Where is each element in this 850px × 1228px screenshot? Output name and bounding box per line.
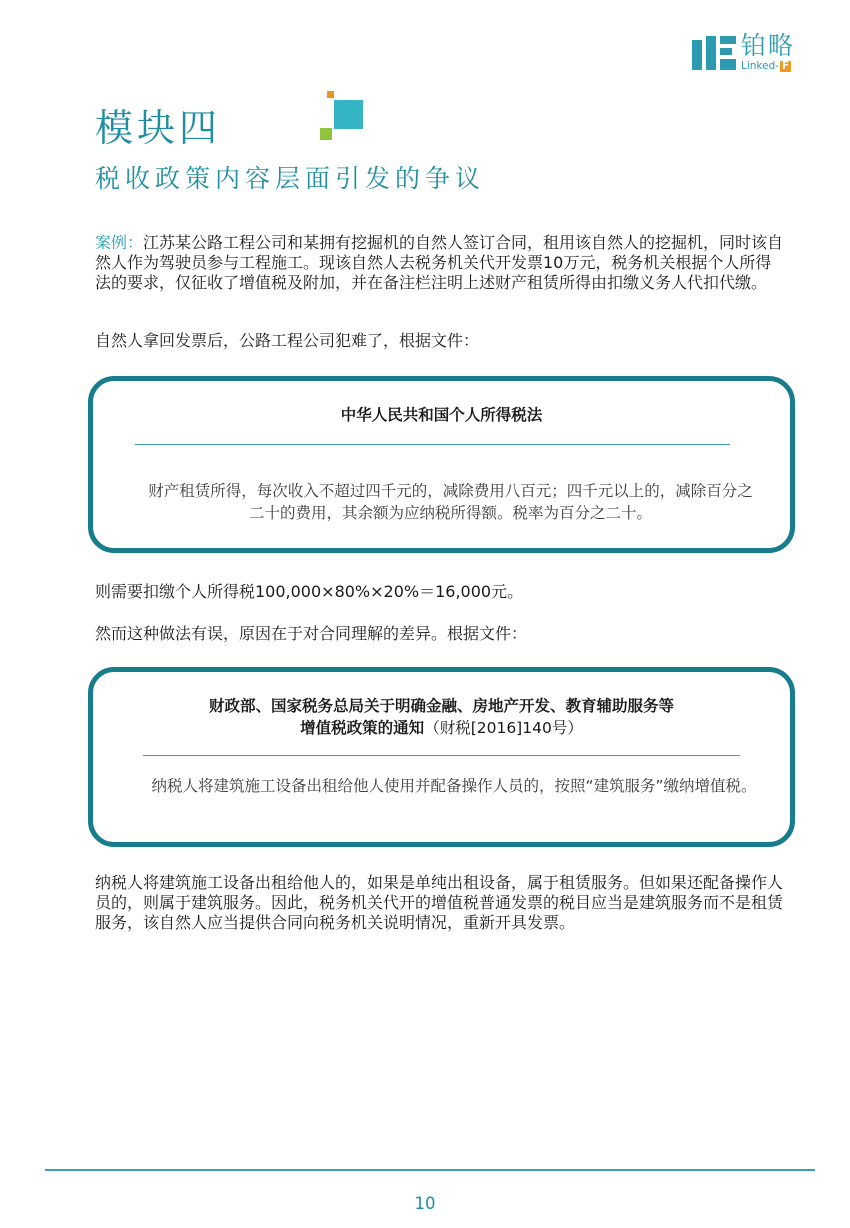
law-quote-box — [88, 376, 795, 553]
brand-name-en: Linked- F — [741, 60, 790, 72]
decorative-square — [334, 100, 363, 129]
law-title: 中华人民共和国个人所得税法 — [340, 406, 543, 424]
decorative-square — [320, 128, 332, 140]
box-divider — [135, 444, 730, 445]
page-number: 10 — [414, 1194, 436, 1213]
module-subtitle: 税收政策内容层面引发的争议 — [95, 164, 486, 193]
paragraph-calculation: 则需要扣缴个人所得税100,000×80%×20%＝16,000元。 — [95, 582, 524, 601]
notice-text: 纳税人将建筑施工设备出租给他人使用并配备操作人员的，按照“建筑服务”缴纳增值税。 — [151, 777, 757, 795]
notice-quote-box — [88, 667, 795, 847]
box-divider — [143, 755, 740, 756]
module-title: 模块四 — [95, 106, 222, 150]
case-text: 江苏某公路工程公司和某拥有挖掘机的自然人签订合同，租用该自然人的挖掘机，同时该自然人作为驾驶员参与工程施工。现该自然人去税务机关代开发票10万元，税务机关根据个人所得法的要求，仅征收了增值税及附加，并在备注栏注明上述财产租赁所得由扣缴义务人代扣代缴。 — [95, 233, 784, 292]
case-label: 案例： — [95, 233, 144, 252]
case-paragraph — [95, 233, 785, 293]
notice-title: 财政部、国家税务总局关于明确金融、房地产开发、教育辅助服务等 增值税政策的通知（财税[2016]140号） — [208, 697, 674, 737]
notice-reference: （财税[2016]140号） — [424, 719, 583, 737]
law-text: 财产租赁所得，每次收入不超过四千元的，减除费用八百元；四千元以上的，减除百分之二十的费用，其余额为应纳税所得额。税率为百分之二十。 — [148, 482, 753, 522]
paragraph-intro: 自然人拿回发票后，公路工程公司犯难了，根据文件： — [95, 331, 480, 350]
brand-logo — [692, 32, 812, 74]
footer-divider — [45, 1169, 815, 1171]
paragraph-conclusion: 纳税人将建筑施工设备出租给他人的，如果是单纯出租设备，属于租赁服务。但如果还配备操作人员的，则属于建筑服务。因此，税务机关代开的增值税普通发票的税目应当是建筑服务而不是租赁服务，该自然人应当提供合同向税务机关说明情况，重新开具发票。 — [95, 873, 784, 932]
paragraph-correction: 然而这种做法有误，原因在于对合同理解的差异。根据文件： — [95, 624, 528, 643]
brand-name-cn: 铂略 — [741, 31, 796, 60]
decorative-square — [327, 91, 334, 98]
linked-f-logo-icon — [692, 36, 736, 70]
